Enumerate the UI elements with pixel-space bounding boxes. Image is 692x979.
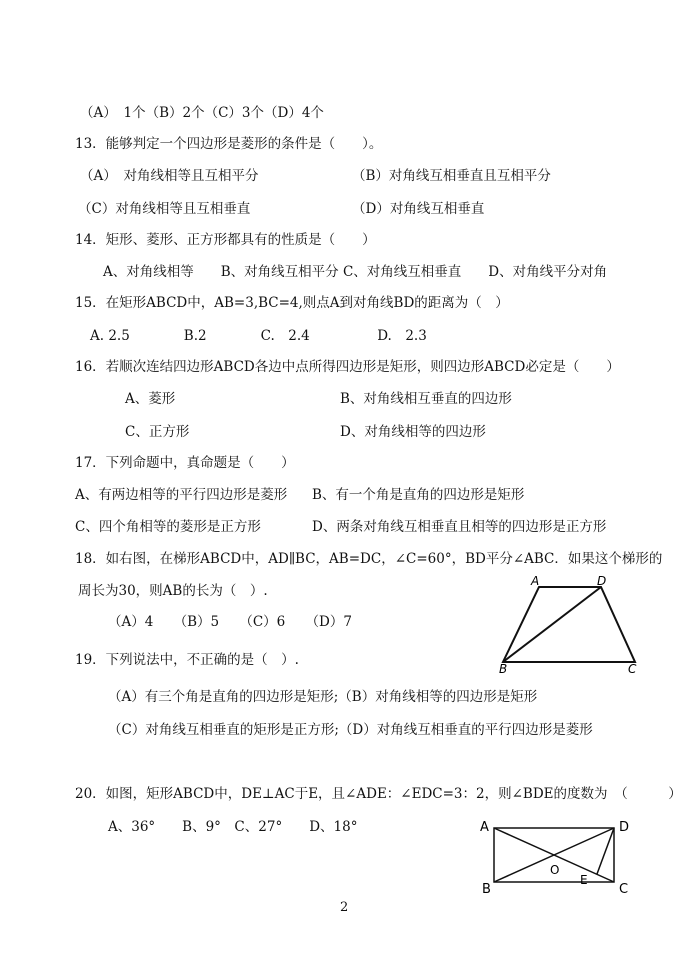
q13-option-b: （B）对角线互相垂直且互相平分: [352, 168, 551, 184]
q20-stem: 20．如图，矩形ABCD中，DE⊥AC于E，且∠ADE：∠EDC=3：2，则∠BDE的度数为 （ ）: [75, 786, 682, 802]
q12-options: （A） 1个（B）2个（C）3个（D）4个: [80, 105, 324, 121]
q18-stem-line2: 周长为30，则AB的长为（ ）.: [78, 583, 268, 599]
q18-options: （A）4 （B）5 （C）6 （D）7: [108, 614, 352, 630]
q16-option-d: D、对角线相等的四边形: [340, 424, 486, 440]
trapezoid-diagonal-bd: [503, 587, 601, 662]
q17-option-b: B、有一个角是直角的四边形是矩形: [312, 487, 525, 503]
q17-option-d: D、两条对角线互相垂直且相等的四边形是正方形: [312, 519, 607, 535]
label-a: A: [480, 820, 489, 835]
label-c: C: [619, 882, 629, 896]
q19-line1: （A）有三个角是直角的四边形是矩形;（B）对角线相等的四边形是矩形: [108, 689, 538, 705]
q13-stem: 13．能够判定一个四边形是菱形的条件是（ ）。: [75, 136, 383, 152]
q17-option-c: C、四个角相等的菱形是正方形: [75, 519, 261, 535]
q19-line2: （C）对角线互相垂直的矩形是正方形;（D）对角线互相垂直的平行四边形是菱形: [108, 722, 593, 738]
label-e: E: [580, 873, 588, 887]
q13-option-d: （D）对角线互相垂直: [352, 201, 485, 217]
label-d: D: [619, 820, 630, 835]
trapezoid-outline: [503, 587, 635, 662]
q16-stem: 16．若顺次连结四边形ABCD各边中点所得四边形是矩形，则四边形ABCD必定是（ ）: [75, 359, 620, 375]
label-a: A: [531, 574, 540, 588]
label-b: B: [499, 662, 508, 674]
rectangle-figure: [478, 814, 638, 896]
q15-stem: 15．在矩形ABCD中，AB=3,BC=4,则点A到对角线BD的距离为（ ）: [75, 295, 509, 311]
q15-options: A. 2.5 B.2 C. 2.4 D. 2.3: [90, 328, 427, 344]
q14-options: A、对角线相等 B、对角线互相平分 C、对角线互相垂直 D、对角线平分对角: [103, 264, 608, 280]
q17-stem: 17．下列命题中，真命题是（ ）: [75, 455, 295, 471]
trapezoid-figure: [495, 574, 645, 674]
label-b: B: [482, 882, 491, 896]
q14-stem: 14．矩形、菱形、正方形都具有的性质是（ ）: [75, 232, 376, 248]
q16-option-c: C、正方形: [125, 424, 190, 440]
label-c: C: [628, 662, 637, 674]
q20-options: A、36° B、9° C、27° D、18°: [108, 819, 358, 835]
q16-option-b: B、对角线相互垂直的四边形: [340, 391, 512, 407]
q18-stem-line1: 18．如右图，在梯形ABCD中，AD∥BC，AB=DC，∠C=60°，BD平分∠ABC．如果这个梯形的: [75, 551, 663, 567]
q13-option-c: （C）对角线相等且互相垂直: [78, 201, 251, 217]
label-o: O: [550, 863, 560, 877]
q16-option-a: A、菱形: [125, 391, 176, 407]
q19-stem: 19．下列说法中，不正确的是（ ）.: [75, 652, 299, 668]
q17-option-a: A、有两边相等的平行四边形是菱形: [75, 487, 288, 503]
q13-option-a: （A） 对角线相等且互相平分: [80, 168, 259, 184]
page-number: 2: [340, 900, 349, 915]
label-d: D: [597, 574, 607, 588]
